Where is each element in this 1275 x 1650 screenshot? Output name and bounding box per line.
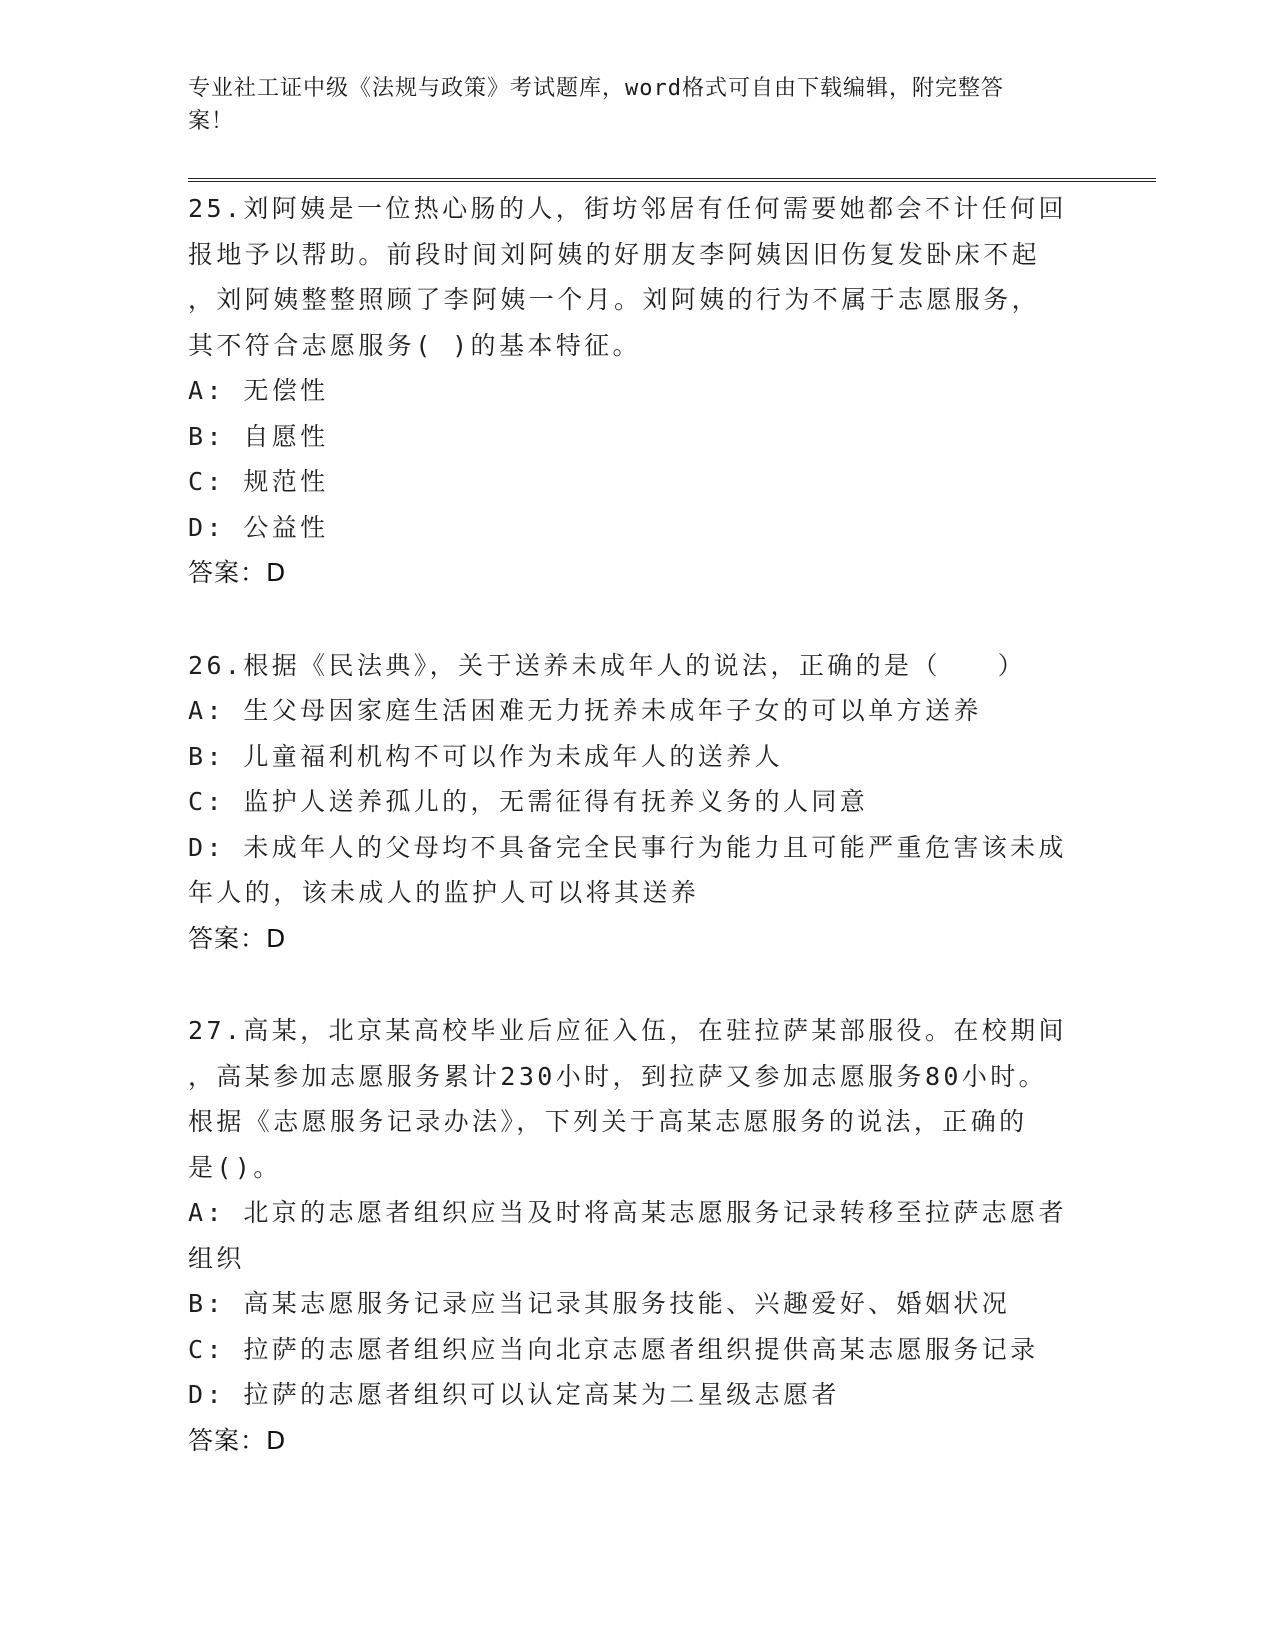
answer-label: 答案：D [188, 1425, 287, 1455]
question-stem-line: 其不符合志愿服务( )的基本特征。 [188, 330, 641, 360]
question-stem-line: 26.根据《民法典》，关于送养未成年人的说法，正确的是（ ） [188, 650, 1027, 680]
document-header [188, 72, 1068, 138]
header-double-rule [188, 178, 1156, 182]
question-stem-line: ，高某参加志愿服务累计230小时，到拉萨又参加志愿服务80小时。 [188, 1061, 1048, 1091]
option-c: C: 规范性 [188, 467, 329, 496]
answer-label: 答案：D [188, 923, 287, 953]
question-stem-line: 25.刘阿姨是一位热心肠的人，街坊邻居有任何需要她都会不计任何回 [188, 194, 1067, 223]
question-27 [188, 1008, 1088, 1463]
option-a: A: 生父母因家庭生活困难无力抚养未成年子女的可以单方送养 [188, 696, 982, 725]
option-b: B: 自愿性 [188, 421, 329, 451]
answer-label: 答案：D [188, 558, 287, 587]
option-d: D: 拉萨的志愿者组织可以认定高某为二星级志愿者 [188, 1380, 840, 1409]
option-a-continued: 组织 [188, 1243, 245, 1273]
question-26 [188, 643, 1088, 962]
option-d-continued: 年人的，该未成人的监护人可以将其送养 [188, 878, 700, 907]
option-b: B: 儿童福利机构不可以作为未成年人的送养人 [188, 741, 783, 771]
question-stem-line: 27.高某，北京某高校毕业后应征入伍，在驻拉萨某部服役。在校期间 [188, 1016, 1067, 1045]
question-stem-line: 根据《志愿服务记录办法》，下列关于高某志愿服务的说法，正确的 [188, 1107, 1028, 1136]
option-d: D: 公益性 [188, 512, 329, 542]
option-c: C: 监护人送养孤儿的，无需征得有抚养义务的人同意 [188, 787, 869, 816]
question-stem-line: ，刘阿姨整整照顾了李阿姨一个月。刘阿姨的行为不属于志愿服务， [188, 285, 1041, 314]
header-line: 案！ [188, 109, 235, 134]
question-list [188, 186, 1088, 1510]
question-stem-line: 是()。 [188, 1152, 282, 1182]
option-c: C: 拉萨的志愿者组织应当向北京志愿者组织提供高某志愿服务记录 [188, 1334, 1039, 1364]
option-a: A: 北京的志愿者组织应当及时将高某志愿服务记录转移至拉萨志愿者 [188, 1198, 1067, 1227]
option-d: D: 未成年人的父母均不具备完全民事行为能力且可能严重危害该未成 [188, 832, 1067, 862]
option-b: B: 高某志愿服务记录应当记录其服务技能、兴趣爱好、婚姻状况 [188, 1289, 1011, 1318]
option-a: A: 无偿性 [188, 376, 329, 405]
question-stem-line: 报地予以帮助。前段时间刘阿姨的好朋友李阿姨因旧伤复发卧床不起 [188, 239, 1041, 269]
question-25 [188, 186, 1088, 596]
header-line: 专业社工证中级《法规与政策》考试题库，word格式可自由下载编辑，附完整答 [188, 76, 1004, 101]
